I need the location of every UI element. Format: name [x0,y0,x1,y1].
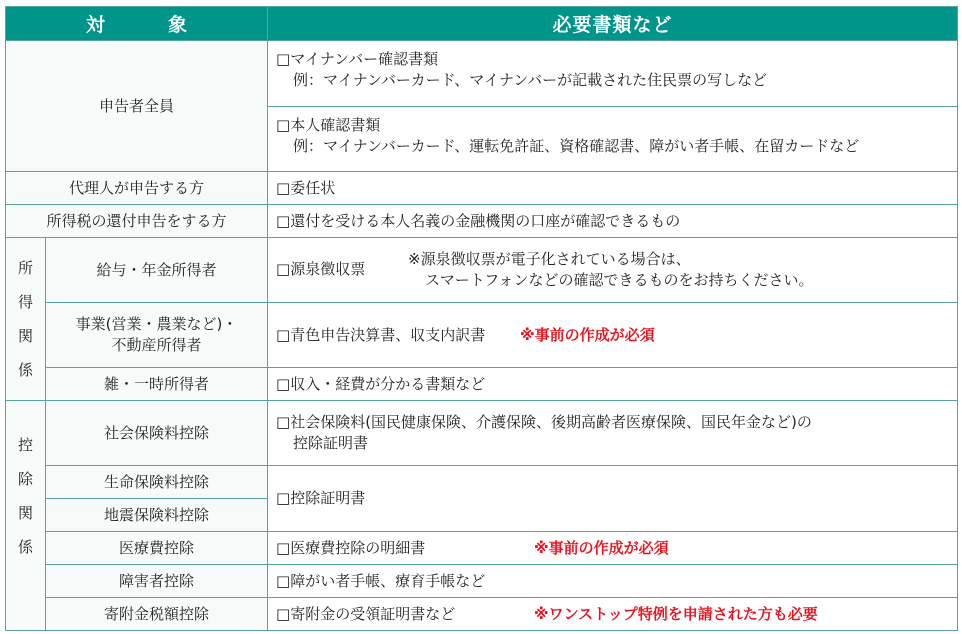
row-misc-label: 雑・一時所得者 [46,368,268,401]
row-medical-doc: □医療費控除の明細書 ※事前の作成が必須 [268,532,958,565]
donation-note: ※ワンストップ特例を申請された方も必要 [534,604,818,623]
row-social-label: 社会保険料控除 [46,401,268,466]
row-disability-label: 障害者控除 [46,565,268,598]
header-target: 対 象 [6,7,268,41]
row-all-label: 申告者全員 [6,41,268,172]
required-documents-table [5,6,958,631]
row-donation-doc: □寄附金の受領証明書など ※ワンストップ特例を申請された方も必要 [268,598,958,631]
row-business-label: 事業(営業・農業など)・ 不動産所得者 [46,303,268,368]
doc-blue-return: □青色申告決算書、収支内訳書 [276,325,486,344]
medical-note: ※事前の作成が必須 [534,538,669,557]
row-donation-label: 寄附金税額控除 [46,598,268,631]
row-disability-doc: □障がい者手帳、療育手帳など [268,565,958,598]
header-documents: 必要書類など [268,7,958,41]
row-medical-label: 医療費控除 [46,532,268,565]
row-refund-label: 所得税の還付申告をする方 [6,205,268,238]
row-salary-label: 給与・年金所得者 [46,238,268,303]
row-proxy-label: 代理人が申告する方 [6,172,268,205]
salary-note: ※源泉徴収票が電子化されている場合は、 スマートフォンなどの確認できるものをお持ちください。 [408,250,814,289]
doc-mynumber-example: 例：マイナンバーカード、マイナンバーが記載された住民票の写しなど [293,71,768,89]
row-insurance-doc: □控除証明書 [268,466,958,532]
row-all-docs [268,41,958,172]
row-life-label: 生命保険料控除 [46,466,268,499]
row-quake-label: 地震保険料控除 [46,499,268,532]
row-business-doc [268,303,958,368]
doc-withholding: □源泉徴収票 [276,260,366,278]
group-deduction: 控 除 関 係 [6,401,46,631]
doc-mynumber: □マイナンバー確認書類 [276,50,439,68]
business-note: ※事前の作成が必須 [519,325,655,344]
row-refund-doc: □還付を受ける本人名義の金融機関の口座が確認できるもの [268,205,958,238]
doc-identity: □本人確認書類 [276,116,381,134]
group-income: 所 得 関 係 [6,238,46,401]
row-misc-doc: □収入・経費が分かる書類など [268,368,958,401]
row-social-doc: □社会保険料(国民健康保険、介護保険、後期高齢者医療保険、国民年金など)の 控除証明書 [268,401,958,466]
row-proxy-doc: □委任状 [268,172,958,205]
doc-identity-example: 例：マイナンバーカード、運転免許証、資格確認書、障がい者手帳、在留カードなど [293,137,860,155]
row-salary-doc [268,238,958,303]
